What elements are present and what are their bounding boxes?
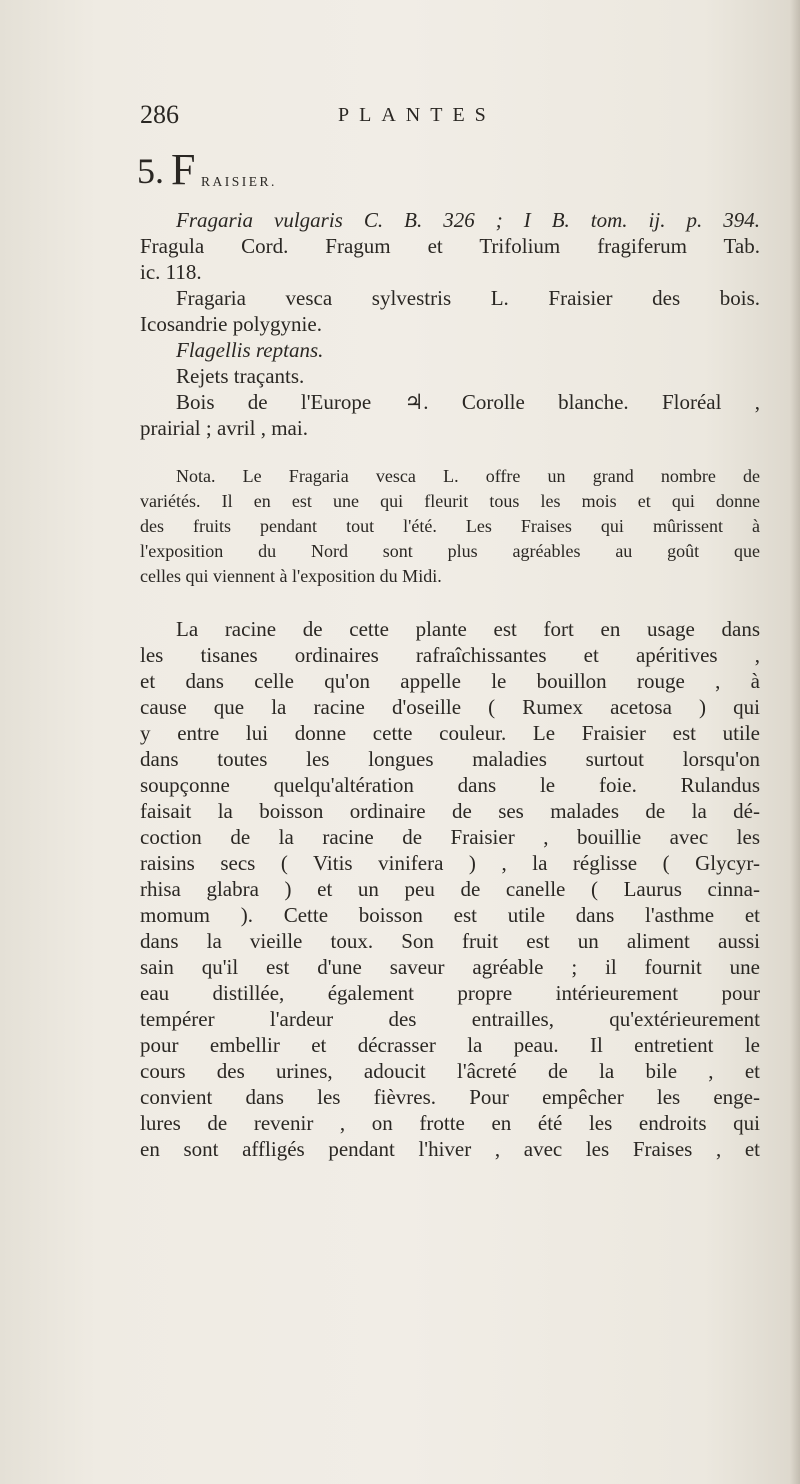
translation-line: Rejets traçants. xyxy=(176,364,305,388)
nota-line: des fruits pendant tout l'été. Les Fraises qui mûrissent à xyxy=(140,516,760,536)
linnaean-name-line: Fragaria vesca sylvestris L. Fraisier des bois. xyxy=(176,286,760,310)
body-line: les tisanes ordinaires rafraîchissantes et apéritives , xyxy=(140,643,760,667)
body-line: pour embellir et décrasser la peau. Il entretient le xyxy=(140,1033,760,1057)
classification-line: Icosandrie polygynie. xyxy=(140,312,322,336)
body-line: cause que la racine d'oseille ( Rumex acetosa ) qui xyxy=(140,695,760,719)
body-line: cours des urines, adoucit l'âcreté de la bile , et xyxy=(140,1059,760,1083)
body-line: eau distillée, également propre intérieurement pour xyxy=(140,981,760,1005)
body-line: momum ). Cette boisson est utile dans l'asthme et xyxy=(140,903,760,927)
body-line: dans la vieille toux. Son fruit est un aliment aussi xyxy=(140,929,760,953)
body-line: raisins secs ( Vitis vinifera ) , la réglisse ( Glycyr- xyxy=(140,851,760,875)
body-line: faisait la boisson ordinaire de ses malades de la dé- xyxy=(140,799,760,823)
nota-line: l'exposition du Nord sont plus agréables au goût que xyxy=(140,541,760,561)
body-line: lures de revenir , on frotte en été les endroits qui xyxy=(140,1111,760,1135)
latin-term-line: Flagellis reptans. xyxy=(176,338,324,362)
synonym-line: Fragaria vulgaris C. B. 326 ; I B. tom. ij. p. 394. xyxy=(176,208,760,232)
nota-line: variétés. Il en est une qui fleurit tous les mois et qui donne xyxy=(140,491,760,511)
body-line: dans toutes les longues maladies surtout lorsqu'on xyxy=(140,747,760,771)
body-line: coction de la racine de Fraisier , bouillie avec les xyxy=(140,825,760,849)
running-title: PLANTES xyxy=(338,104,496,126)
body-line: sain qu'il est d'une saveur agréable ; il fournit une xyxy=(140,955,760,979)
habitat-line: prairial ; avril , mai. xyxy=(140,416,308,440)
nota-line: Nota. Le Fragaria vesca L. offre un grand nombre de xyxy=(176,466,760,486)
body-line: y entre lui donne cette couleur. Le Fraisier est utile xyxy=(140,721,760,745)
body-line: tempérer l'ardeur des entrailles, qu'extérieurement xyxy=(140,1007,760,1031)
page-header xyxy=(140,100,760,140)
body-line: La racine de cette plante est fort en usage dans xyxy=(176,617,760,641)
page-number: 286 xyxy=(140,100,179,129)
entry-title-initial: F xyxy=(171,145,196,194)
body-line: et dans celle qu'on appelle le bouillon rouge , à xyxy=(140,669,760,693)
body-line: en sont affligés pendant l'hiver , avec les Fraises , et xyxy=(140,1137,760,1161)
page-edge-shadow xyxy=(790,0,800,1484)
nota-line: celles qui viennent à l'exposition du Midi. xyxy=(140,566,442,586)
body-line: rhisa glabra ) et un peu de canelle ( Laurus cinna- xyxy=(140,877,760,901)
entry-title-rest: RAISIER. xyxy=(201,174,277,189)
entry-number: 5. xyxy=(137,151,164,191)
body-line: convient dans les fièvres. Pour empêcher les enge- xyxy=(140,1085,760,1109)
entry-heading xyxy=(137,145,537,194)
body-line: soupçonne quelqu'altération dans le foie. Rulandus xyxy=(140,773,760,797)
synonym-line: Fragula Cord. Fragum et Trifolium fragiferum Tab. xyxy=(140,234,760,258)
habitat-line: Bois de l'Europe ♃. Corolle blanche. Floréal , xyxy=(176,390,760,414)
synonym-line: ic. 118. xyxy=(140,260,202,284)
